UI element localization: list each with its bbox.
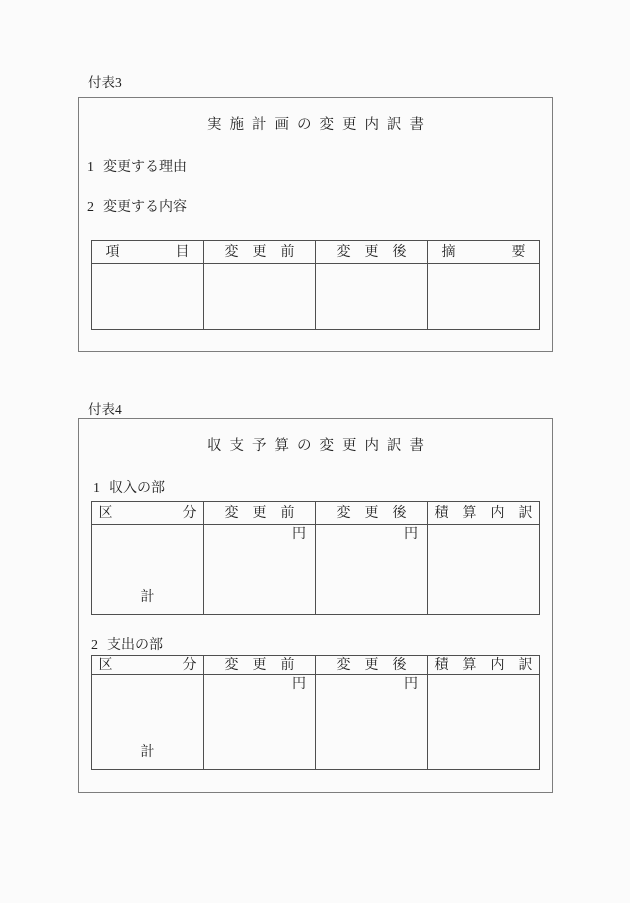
- form3-cell-after-blank: [316, 264, 428, 330]
- form4-section-income-label: 収入の部: [109, 481, 165, 496]
- form3-header-after: 変 更 後: [316, 241, 428, 264]
- form4-income-total-label: 計: [140, 590, 155, 605]
- form3-item-reason-label: 変更する理由: [103, 160, 187, 175]
- form3-change-table: [91, 240, 540, 330]
- form4-expense-table: [91, 655, 540, 770]
- form3-cell-item-blank: [92, 264, 204, 330]
- form4-income-cell-after: [316, 525, 428, 615]
- form4-income-header-category: 区 分: [92, 502, 204, 525]
- form3-table-header-row: [92, 241, 540, 264]
- form4-section-expense-number: 2: [91, 638, 98, 653]
- form4-expense-after-unit-yen: 円: [404, 677, 418, 692]
- form4-income-cell-before: [204, 525, 316, 615]
- form4-section-expense-heading: [91, 639, 163, 653]
- form3-table-body-row: [92, 264, 540, 330]
- form4-expense-header-after: 変 更 後: [316, 656, 428, 675]
- form4-income-header-after: 変 更 後: [316, 502, 428, 525]
- form4-section-expense-label: 支出の部: [107, 638, 163, 653]
- form3-item-reason-number: 1: [87, 160, 94, 175]
- form3-cell-remarks-blank: [428, 264, 540, 330]
- form4-income-header-breakdown: 積 算 内 訳: [428, 502, 540, 525]
- form4-income-body-row: [92, 525, 540, 615]
- form3-header-item: 項 目: [92, 241, 204, 264]
- form4-income-header-row: [92, 502, 540, 525]
- form4-income-table: [91, 501, 540, 615]
- form4-expense-total-label: 計: [140, 745, 155, 760]
- form3-box: [78, 97, 553, 352]
- form3-header-remarks: 摘 要: [428, 241, 540, 264]
- form3-cell-before-blank: [204, 264, 316, 330]
- form4-expense-cell-category: [92, 675, 204, 770]
- form4-expense-cell-after: [316, 675, 428, 770]
- form3-item-content-label: 変更する内容: [103, 200, 187, 215]
- form4-expense-header-breakdown: 積 算 内 訳: [428, 656, 540, 675]
- form4-tag: 付表4: [88, 402, 122, 417]
- form4-income-after-unit-yen: 円: [404, 527, 418, 542]
- form4-income-cell-category: [92, 525, 204, 615]
- form4-box: [78, 418, 553, 793]
- form3-title: 実施計画の変更内訳書: [207, 117, 432, 133]
- form4-expense-header-before: 変 更 前: [204, 656, 316, 675]
- form4-section-income-heading: [93, 482, 165, 496]
- form3-item-content: [87, 201, 187, 215]
- form4-income-before-unit-yen: 円: [292, 527, 306, 542]
- form3-header-before: 変 更 前: [204, 241, 316, 264]
- form4-expense-cell-before: [204, 675, 316, 770]
- form4-expense-before-unit-yen: 円: [292, 677, 306, 692]
- form4-title: 収支予算の変更内訳書: [207, 438, 432, 454]
- form4-expense-header-row: [92, 656, 540, 675]
- form4-expense-cell-breakdown: [428, 675, 540, 770]
- form3-tag: 付表3: [88, 75, 122, 90]
- form4-section-income-number: 1: [93, 481, 100, 496]
- form4-expense-header-category: 区 分: [92, 656, 204, 675]
- form3-item-reason: [87, 161, 187, 175]
- form4-income-cell-breakdown: [428, 525, 540, 615]
- form4-income-header-before: 変 更 前: [204, 502, 316, 525]
- form3-item-content-number: 2: [87, 200, 94, 215]
- form4-expense-body-row: [92, 675, 540, 770]
